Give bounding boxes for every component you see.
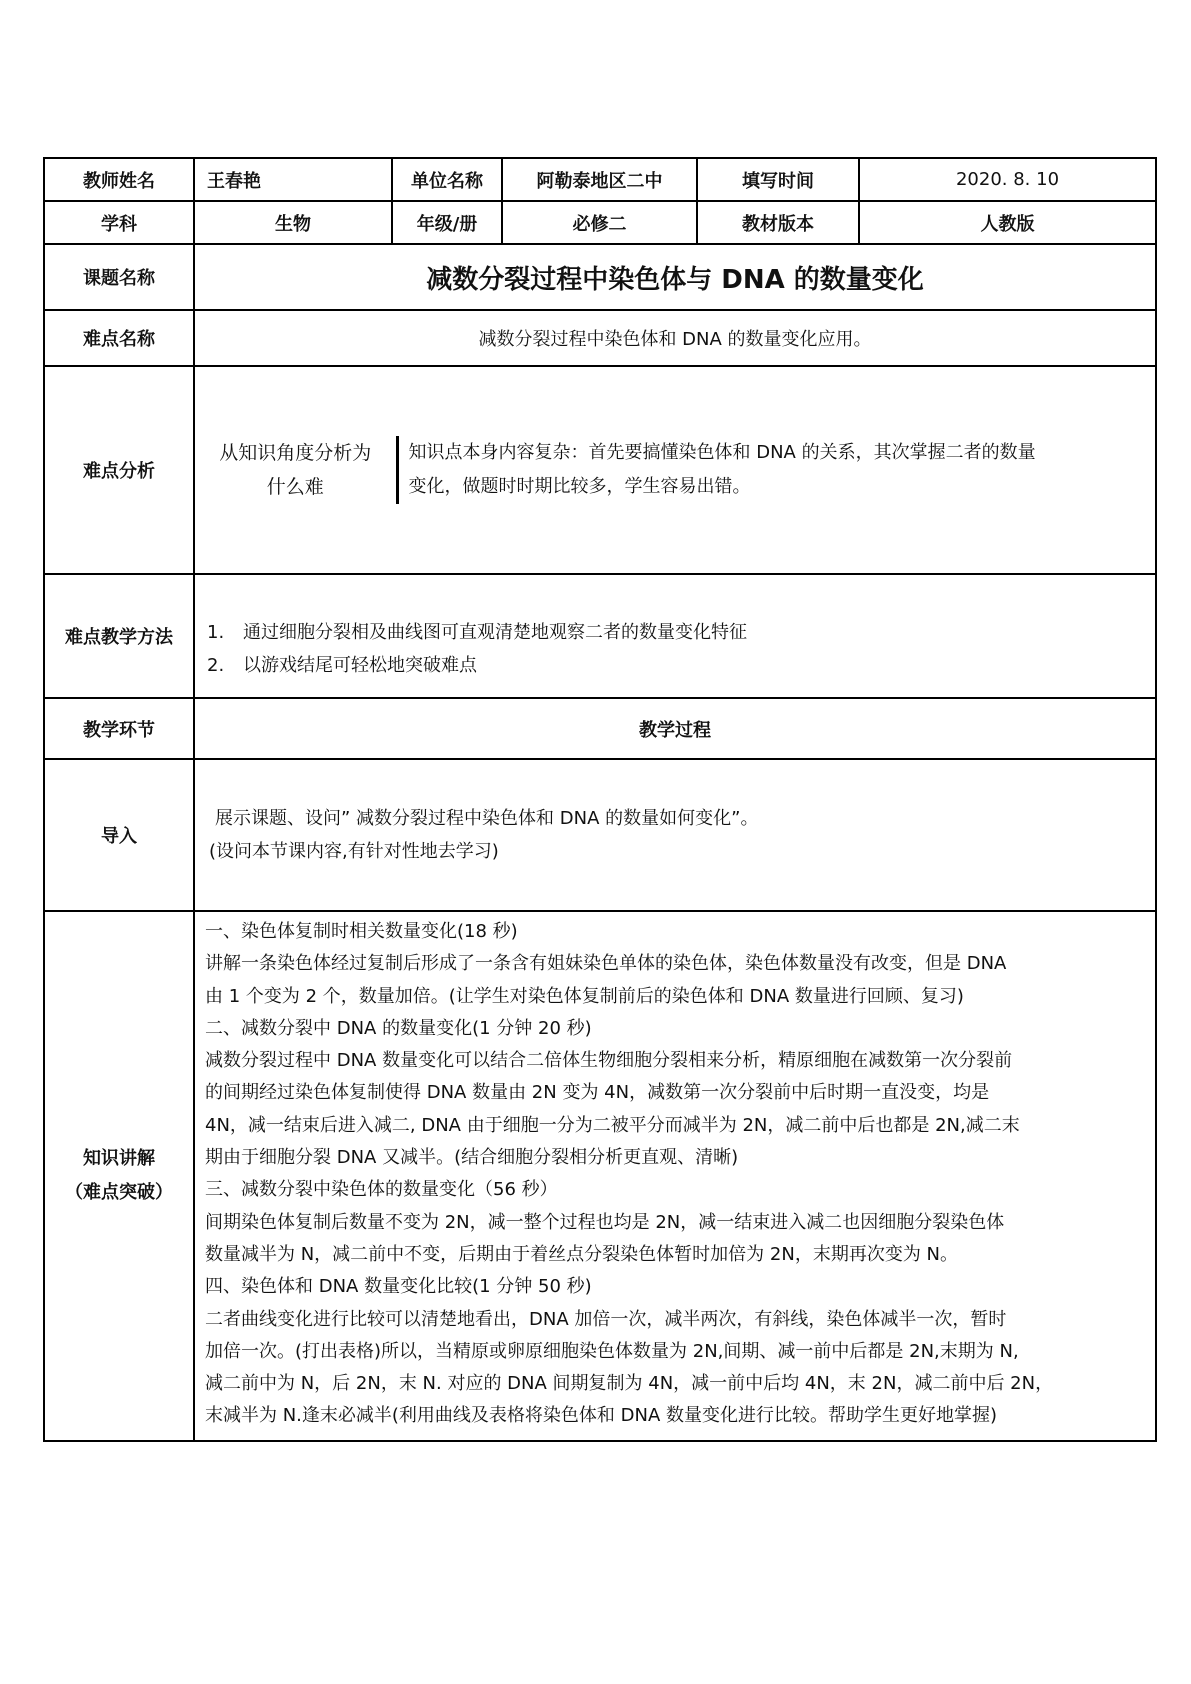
subject-label: 学科 bbox=[44, 201, 194, 244]
knowledge-line: 三、减数分裂中染色体的数量变化（56 秒） bbox=[205, 1179, 558, 1201]
analysis-sub-label-line1: 从知识角度分析为 bbox=[219, 442, 372, 464]
unit-label: 单位名称 bbox=[392, 158, 502, 201]
knowledge-label bbox=[44, 911, 194, 1441]
knowledge-line: 期由于细胞分裂 DNA 又减半。(结合细胞分裂相分析更直观、清晰) bbox=[205, 1147, 739, 1169]
method-item bbox=[207, 649, 1155, 682]
knowledge-label-line2: （难点突破） bbox=[65, 1182, 173, 1203]
analysis-content bbox=[194, 366, 1156, 574]
knowledge-line: 由 1 个变为 2 个，数量加倍。(让学生对染色体复制前后的染色体和 DNA 数量进行回顾、复习) bbox=[205, 985, 964, 1007]
knowledge-line: 一、染色体复制时相关数量变化(18 秒) bbox=[205, 921, 518, 942]
method-item-text: 通过细胞分裂相及曲线图可直观清楚地观察二者的数量变化特征 bbox=[243, 622, 747, 643]
topic-title: 减数分裂过程中染色体与 DNA 的数量变化 bbox=[194, 244, 1156, 310]
methods-row bbox=[44, 574, 1156, 698]
teacher-label: 教师姓名 bbox=[44, 158, 194, 201]
knowledge-line: 末减半为 N.逢末必减半(利用曲线及表格将染色体和 DNA 数量变化进行比较。帮助学生更好地掌握) bbox=[205, 1405, 998, 1427]
method-item bbox=[207, 616, 1155, 649]
analysis-inner-table bbox=[195, 436, 1155, 504]
intro-label: 导入 bbox=[44, 759, 194, 911]
knowledge-label-line1: 知识讲解 bbox=[83, 1148, 155, 1169]
intro-row bbox=[44, 759, 1156, 911]
methods-list bbox=[194, 574, 1156, 698]
difficulty-row bbox=[44, 310, 1156, 366]
topic-label: 课题名称 bbox=[44, 244, 194, 310]
knowledge-line: 数量减半为 N，减二前中不变，后期由于着丝点分裂染色体暂时加倍为 2N，末期再次变为 N。 bbox=[205, 1243, 959, 1265]
topic-row bbox=[44, 244, 1156, 310]
method-item-text: 以游戏结尾可轻松地突破难点 bbox=[243, 655, 477, 676]
grade-label: 年级/册 bbox=[392, 201, 502, 244]
method-item-number: 2. bbox=[207, 655, 225, 676]
knowledge-line: 减数分裂过程中 DNA 数量变化可以结合二倍体生物细胞分裂相来分析，精原细胞在减数第一次分裂前 bbox=[205, 1050, 1013, 1072]
method-item-number: 1. bbox=[207, 622, 225, 643]
date-label: 填写时间 bbox=[697, 158, 859, 201]
date-value: 2020. 8. 10 bbox=[859, 158, 1156, 201]
analysis-text bbox=[397, 436, 1155, 504]
process-title: 教学过程 bbox=[194, 698, 1156, 759]
knowledge-line: 4N，减一结束后进入减二, DNA 由于细胞一分为二被平分而减半为 2N，减二前中后也都是 2N,减二末 bbox=[205, 1114, 1020, 1136]
knowledge-line: 的间期经过染色体复制使得 DNA 数量由 2N 变为 4N，减数第一次分裂前中后时期一直没变，均是 bbox=[205, 1082, 990, 1104]
analysis-sub-label bbox=[195, 436, 397, 504]
analysis-row bbox=[44, 366, 1156, 574]
knowledge-line: 加倍一次。(打出表格)所以，当精原或卵原细胞染色体数量为 2N,间期、减一前中后都是 2N,末期为 N, bbox=[205, 1340, 1019, 1362]
difficulty-label: 难点名称 bbox=[44, 310, 194, 366]
analysis-text-line2: 变化，做题时时期比较多，学生容易出错。 bbox=[408, 476, 751, 497]
analysis-sub-label-line2: 什么难 bbox=[266, 476, 324, 498]
difficulty-value: 减数分裂过程中染色体和 DNA 的数量变化应用。 bbox=[194, 310, 1156, 366]
knowledge-line: 二、减数分裂中 DNA 的数量变化(1 分钟 20 秒) bbox=[205, 1017, 592, 1039]
intro-line1: 展示课题、设问” 减数分裂过程中染色体和 DNA 的数量如何变化”。 bbox=[215, 808, 759, 829]
lesson-plan-page bbox=[43, 157, 1155, 1442]
header-row-2 bbox=[44, 201, 1156, 244]
intro-line2: (设问本节课内容,有针对性地去学习) bbox=[209, 841, 499, 862]
methods-label: 难点教学方法 bbox=[44, 574, 194, 698]
intro-content bbox=[194, 759, 1156, 911]
process-header-row bbox=[44, 698, 1156, 759]
knowledge-row bbox=[44, 911, 1156, 1441]
process-stage-label: 教学环节 bbox=[44, 698, 194, 759]
knowledge-line: 讲解一条染色体经过复制后形成了一条含有姐妹染色单体的染色体，染色体数量没有改变，但是 DNA bbox=[205, 953, 1007, 975]
grade-value: 必修二 bbox=[502, 201, 697, 244]
edition-value: 人教版 bbox=[859, 201, 1156, 244]
analysis-label: 难点分析 bbox=[44, 366, 194, 574]
analysis-text-line1: 知识点本身内容复杂：首先要搞懂染色体和 DNA 的关系，其次掌握二者的数量 bbox=[408, 442, 1036, 463]
knowledge-content bbox=[194, 911, 1156, 1441]
teacher-value: 王春艳 bbox=[194, 158, 392, 201]
edition-label: 教材版本 bbox=[697, 201, 859, 244]
knowledge-line: 四、染色体和 DNA 数量变化比较(1 分钟 50 秒) bbox=[205, 1276, 592, 1298]
knowledge-line: 间期染色体复制后数量不变为 2N，减一整个过程也均是 2N，减一结束进入减二也因细胞分裂染色体 bbox=[205, 1211, 1005, 1233]
knowledge-line: 减二前中为 N，后 2N，末 N. 对应的 DNA 间期复制为 4N，减一前中后均 4N，末 2N，减二前中后 2N， bbox=[205, 1373, 1054, 1395]
unit-value: 阿勒泰地区二中 bbox=[502, 158, 697, 201]
header-row-1 bbox=[44, 158, 1156, 201]
lesson-plan-table bbox=[43, 157, 1157, 1442]
subject-value: 生物 bbox=[194, 201, 392, 244]
knowledge-line: 二者曲线变化进行比较可以清楚地看出，DNA 加倍一次，减半两次，有斜线，染色体减半一次，暂时 bbox=[205, 1308, 1007, 1330]
